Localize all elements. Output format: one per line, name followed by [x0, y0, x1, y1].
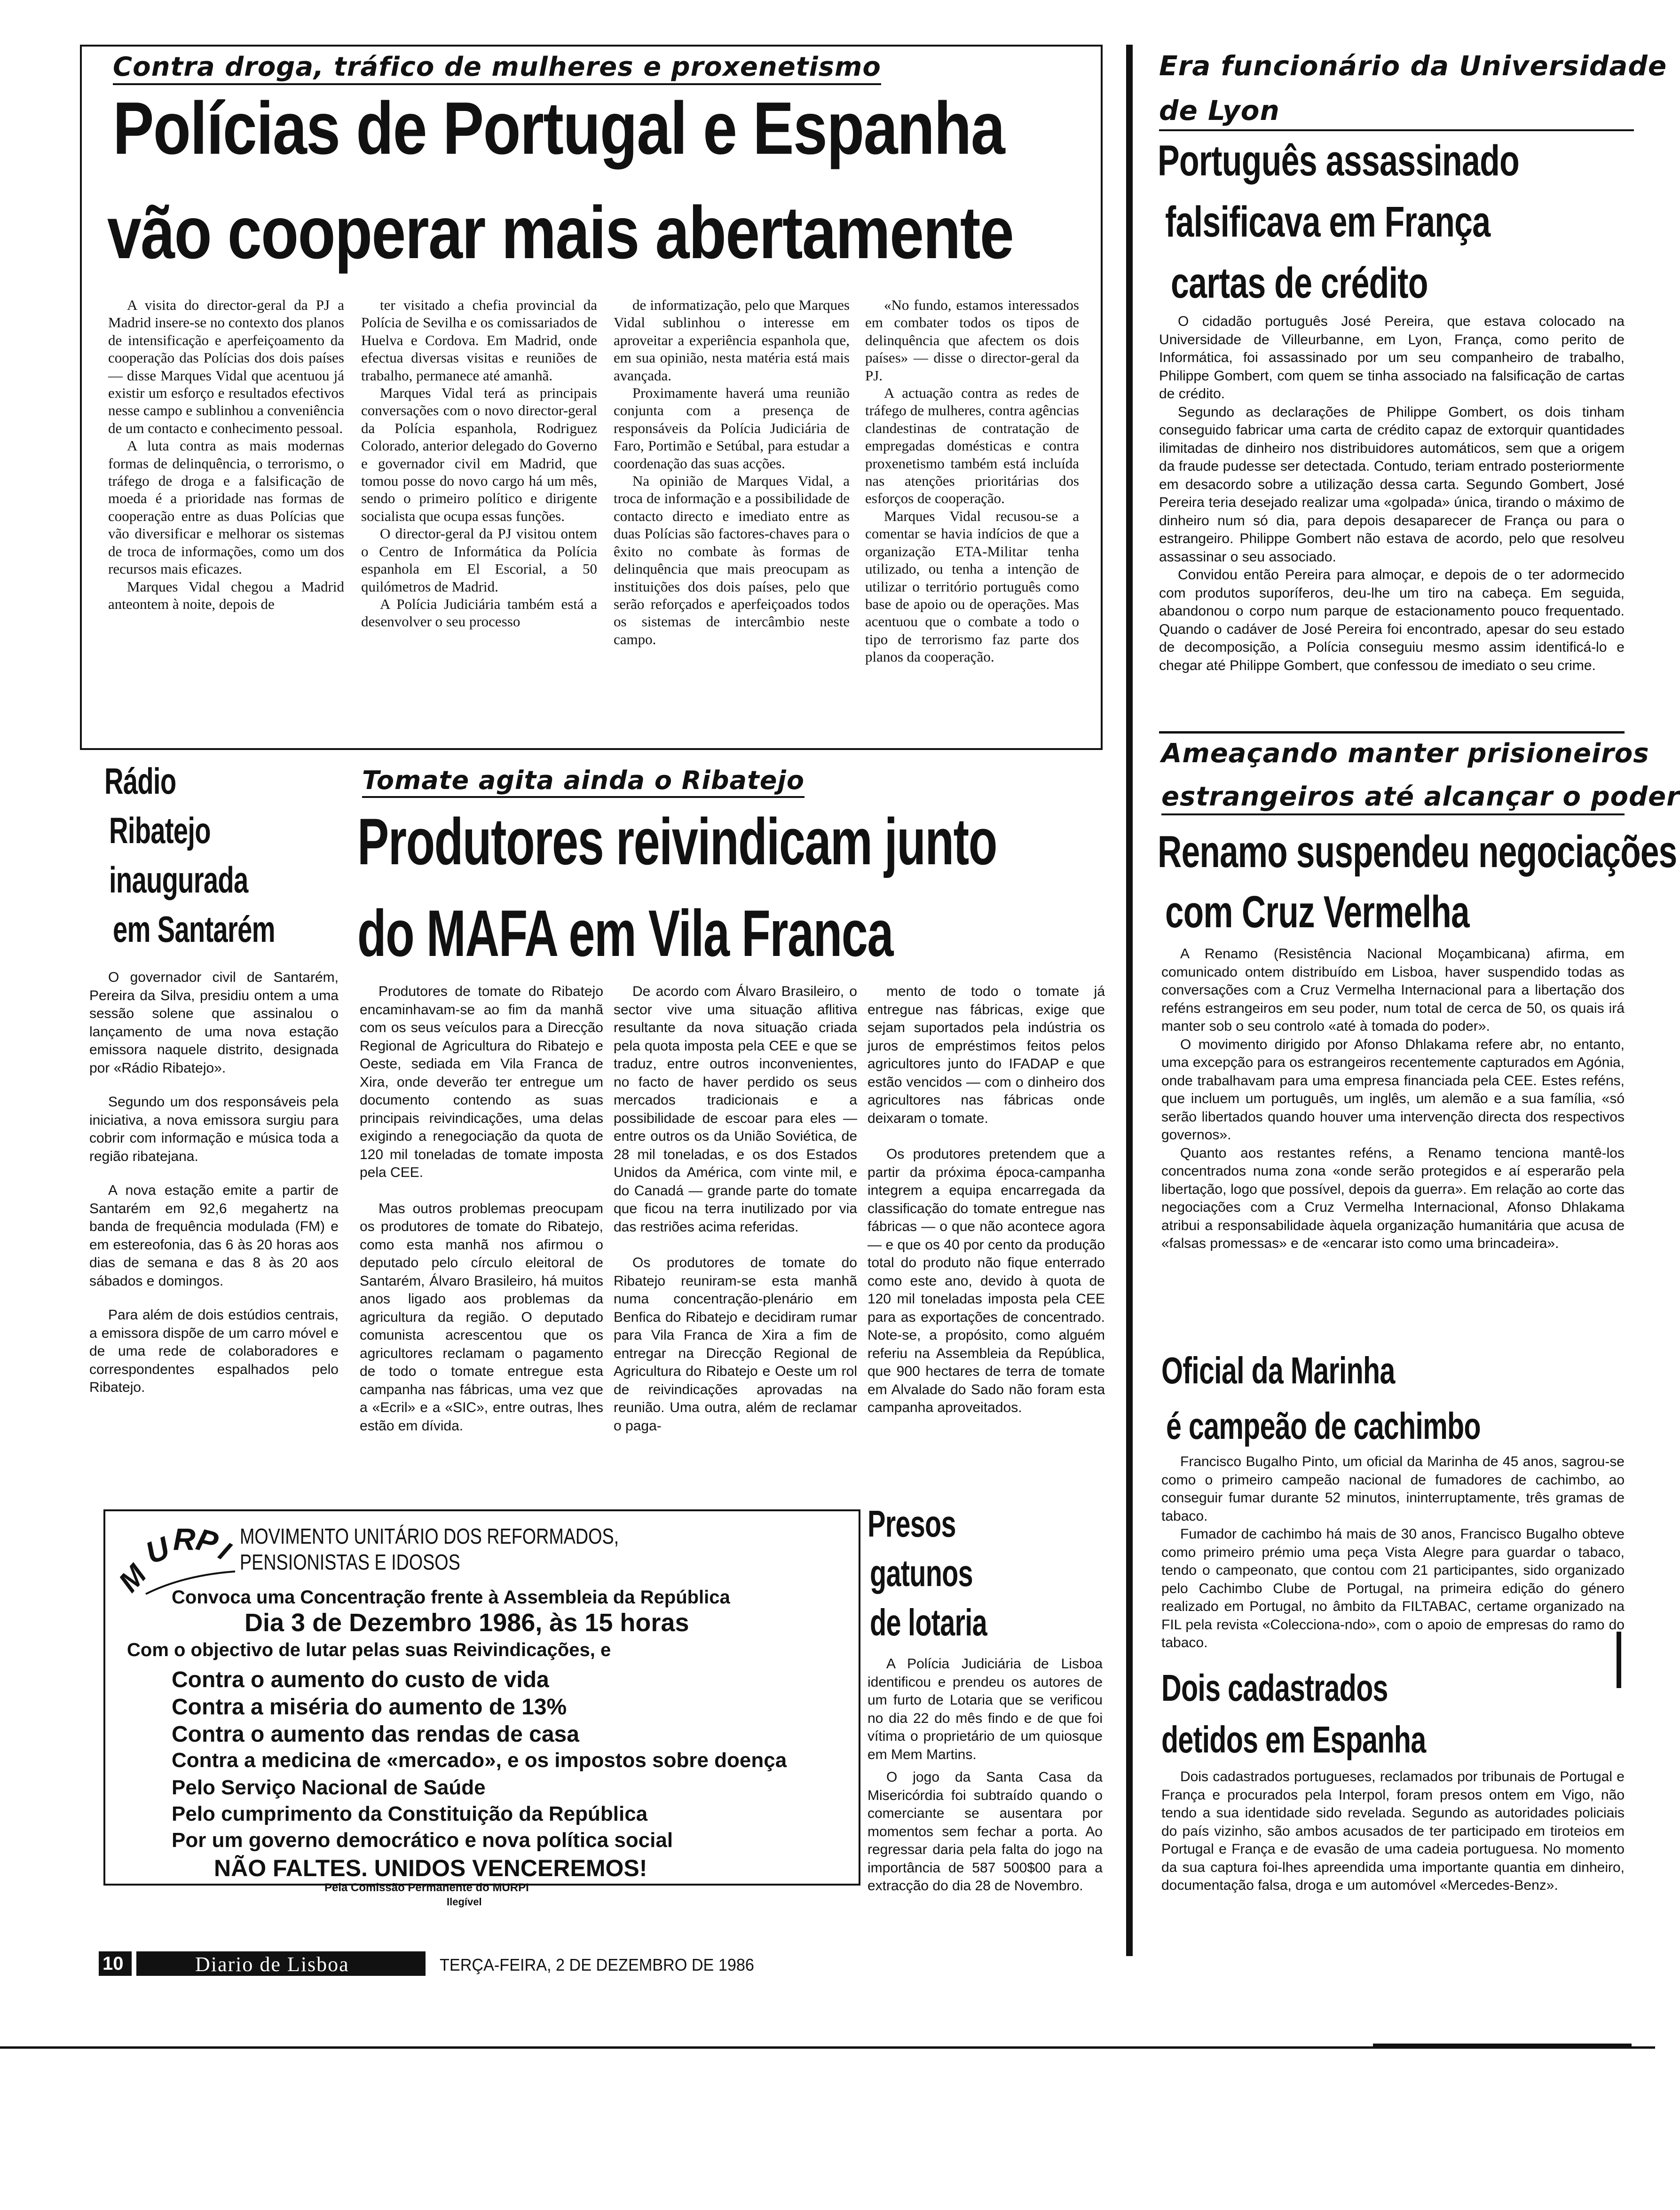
paragraph: Os produtores de tomate do Ribatejo reuniram-se esta manhã numa concentração-plenário em Benfica do Ribatejo e decidiram rumar para Vila Franca de Xira a fim de entregar na Direcção Regional de Agricultura do Ribatejo e Oeste um rol de reivindicações aprovadas na reunião. Uma outra, além de reclamar o paga-: [614, 1255, 857, 1434]
paragraph: Convidou então Pereira para almoçar, e depois de o ter adormecido com produtos suporíferos, deu-lhe um tiro na cabeça. Em seguida, abandonou o corpo num parque de estacionamento pouco frequentado. Quando o cadáver de José Pereira foi encontrado, apesar do seu estado de decomposição, a Polícia conseguiu mesmo assim identificá-lo e chegar até Philippe Gombert, que confessou de imediato o seu crime.: [1159, 567, 1625, 673]
paragraph: Produtores de tomate do Ribatejo encaminhavam-se ao fim da manhã com os seus veículos para a Direcção Regional de Agricultura do Ribatejo e Oeste, sediada em Vila Franca de Xira, onde deverão ter entregue um documento contendo as suas principais reivindicações, uma delas exigindo a renegociação da quota de 120 mil toneladas de tomate imposta pela CEE.: [360, 984, 603, 1180]
lead-kicker-text: Contra droga, tráfico de mulheres e proxenetismo: [113, 52, 881, 85]
svg-text:I: I: [213, 1536, 236, 1566]
paragraph: O movimento dirigido por Afonso Dhlakama refere abr, no entanto, uma excepção para os estrangeiros recentemente capturados em Agónia, onde trabalhavam para uma empresa financiada pela CEE. Estes reféns, que incluem um português, um inglês, um alemão e a sua família, «só serão libertados quando houver uma intervenção directa dos respectivos governos».: [1161, 1036, 1625, 1143]
renamo-headline-line-2: com Cruz Vermelha: [1165, 887, 1469, 937]
paragraph: Marques Vidal chegou a Madrid anteontem à noite, depois de: [108, 578, 344, 612]
paragraph: Fumador de cachimbo há mais de 30 anos, Francisco Bugalho obteve como primeiro prémio uma peça Vista Alegre para guardar o tabaco, tendo o campeonato, que contou com 21 participantes, sido organizado pelo Cachimbo Clube de Portugal, na primeira edição do género realizado em Portugal, no âmbito da FILTABAC, certame organizado na FIL pela revista «Colecciona-ndo», com o apoio de empresas do ramo do tabaco.: [1161, 1526, 1625, 1650]
paragraph: De acordo com Álvaro Brasileiro, o sector vive uma situação aflitiva resultante da nova situação criada pela quota imposta pela CEE e que se traduz, entre outros inconvenientes, no facto de haver perdido os seus mercados tradicionais e a possibilidade de escoar para eles — entre outros os da União Soviética, de 28 mil toneladas, e os dos Estados Unidos da América, com vinte mil, e do Canadá — grande parte do tomate que ficou na terra inutilizado por via das restriões acima referidas.: [614, 984, 857, 1235]
murpi-line-7: Contra a medicina de «mercado», e os impostos sobre doença: [172, 1749, 787, 1772]
paragraph: Para além de dois estúdios centrais, a emissora dispõe de um carro móvel e de uma rede de colaboradores e correspondentes espalhados pelo Ribatejo.: [89, 1307, 339, 1395]
paragraph: Na opinião de Marques Vidal, a troca de informação e a possibilidade de contacto directo e imediato entre as duas Polícias são factores-chaves para o êxito no combate às formas de delinquência que mais preocupam as instituições dos dois países, pelo que serão reforçados e aperfeiçoados todos os sistemas de intercâmbio neste campo.: [614, 473, 850, 647]
cadastrados-headline-line-2: detidos em Espanha: [1161, 1719, 1426, 1760]
tomate-column-3: [868, 983, 1105, 1417]
renamo-kicker-line-2: [1161, 781, 1680, 815]
renamo-kicker-line-1: Ameaçando manter prisioneiros: [1161, 738, 1649, 769]
lyon-headline-line-3: cartas de crédito: [1171, 259, 1428, 307]
paragraph: Segundo as declarações de Philippe Gombert, os dois tinham conseguido fabricar uma carta de crédito capaz de extorquir quantidades ilimitadas de dinheiro nos distribuidores automáticos, sem que a origem da fraude pudesse ser detectada. Contudo, teriam entrado posteriormente em desacordo sobre a utilização dessa carta. Segundo Gombert, José Pereira teria desejado realizar uma «golpada» única, tirando o máximo de dinheiro num só dia, para depois desaparecer de França ou para o estrangeiro. Philippe Gombert não estava de acordo, pelo que resolveu assassinar o seu associado.: [1159, 404, 1625, 565]
paragraph: A visita do director-geral da PJ a Madrid insere-se no contexto dos planos de intensificação e aperfeiçoamento da cooperação das Polícias dos dois países — disse Marques Vidal que acentuou já existir um esforço e resultados efectivos nesse campo e sublinhou a conveniência de um contacto e conhecimento pessoal.: [108, 297, 344, 436]
paragraph: Proximamente haverá uma reunião conjunta com a presença de responsáveis da Polícia Judiciária de Faro, Portimão e Setúbal, para estudar a coordenação das suas acções.: [614, 385, 850, 472]
lyon-kicker-line-1: Era funcionário da Universidade: [1159, 50, 1667, 82]
tomate-kicker: [362, 764, 805, 797]
footer-masthead: Diario de Lisboa: [195, 1953, 349, 1976]
footer-page-number-box: [99, 1951, 132, 1976]
paragraph: A Polícia Judiciária de Lisboa identificou e prendeu os autores de um furto de Lotaria que se verificou no dia 22 do mês findo e de que foi vítima o proprietário de um quiosque em Mem Martins.: [868, 1656, 1103, 1762]
lead-column-1: [108, 296, 344, 613]
murpi-line-3: Com o objectivo de lutar pelas suas Reivindicações, e: [127, 1640, 611, 1660]
radio-headline-line-2: Ribatejo: [109, 810, 211, 851]
lyon-kicker-line-2: [1159, 92, 1634, 131]
paragraph: A luta contra as mais modernas formas de delinquência, o terrorismo, o tráfego de droga e a falsificação de moeda é a prioridade nas formas de cooperação entre as duas Polícias que vão diversificar e melhorar os sistemas de troca de informações, como um dos recursos mais eficazes.: [108, 437, 344, 577]
marinha-headline-line-2: é campeão de cachimbo: [1166, 1405, 1481, 1447]
murpi-line-6: Contra o aumento das rendas de casa: [172, 1722, 579, 1747]
murpi-line-10: Por um governo democrático e nova política social: [172, 1829, 673, 1852]
lead-headline-line-2: vão cooperar mais abertamente: [107, 191, 1014, 274]
tomate-headline-line-2: do MAFA em Vila Franca: [357, 896, 893, 970]
murpi-line-13: Ilegível: [447, 1896, 482, 1908]
paragraph: Dois cadastrados portugueses, reclamados por tribunais de Portugal e França e procurados pela Interpol, foram presos ontem em Vigo, não tendo a sua identidade sido revelada. Segundo as autoridades policiais do país vizinho, são ambos acusados de ter participado em tiroteios em Portugal e França e de evasão de uma cadeia portuguesa. No momento da sua captura foi-lhes apreendida uma importante quantia em dinheiro, documentação falsa, droga e um automóvel «Mercedes-Benz».: [1161, 1769, 1625, 1893]
renamo-headline-line-1: Renamo suspendeu negociações: [1158, 827, 1677, 877]
lyon-kicker-line-2-text: de Lyon: [1159, 95, 1280, 126]
lyon-body: [1159, 313, 1625, 675]
paragraph: A actuação contra as redes de tráfego de mulheres, contra agências clandestinas de contratação de empregadas domésticas e contra proxenetismo também está incluída nas atenções prioritárias dos esforços de cooperação.: [865, 385, 1079, 507]
tomate-headline-line-1: Produtores reivindicam junto: [357, 805, 997, 878]
paragraph: A Renamo (Resistência Nacional Moçambicana) afirma, em comunicado ontem distribuído em Lisboa, haver suspendido todas as conversações com a Cruz Vermelha Internacional para a libertação dos reféns estrangeiros em seu poder, num total de cerca de 50, os quais irá manter sob o seu controlo «até à tomada do poder».: [1161, 946, 1625, 1034]
footer-page-number: 10: [103, 1953, 124, 1974]
cadastrados-body: [1161, 1768, 1625, 1895]
renamo-body: [1161, 945, 1625, 1253]
paragraph: O cidadão português José Pereira, que estava colocado na Universidade de Villeurbanne, em Lyon, França, como perito de Informática, foi assassinado por um seu companheiro de trabalho, Philippe Gombert, com quem se tinha associado na falsificação de cartas de crédito.: [1159, 314, 1625, 402]
murpi-line-1: Convoca uma Concentração frente à Assembleia da República: [172, 1587, 730, 1608]
murpi-org-line-1: MOVIMENTO UNITÁRIO DOS REFORMADOS,: [240, 1524, 619, 1548]
svg-text:M: M: [112, 1558, 153, 1599]
lead-column-4: [865, 296, 1079, 666]
paragraph: Marques Vidal terá as principais conversações com o novo director-geral da Polícia espanhola, Rodriguez Colorado, anterior delegado do Governo e governador civil em Madrid, que tomou posse do novo cargo há um mês, sendo o primeiro político e dirigente socialista que ocupa essas funções.: [361, 385, 597, 524]
paragraph: O governador civil de Santarém, Pereira da Silva, presidiu ontem a uma sessão solene que assinalou o lançamento de uma nova estação emissora naquele distrito, designada por «Rádio Ribatejo».: [89, 970, 339, 1076]
paragraph: A nova estação emite a partir de Santarém em 92,6 megahertz na banda de frequência modulada (FM) e em estereofonia, das 6 às 20 horas aos dias de semana e das 8 às 20 aos sábados e domingos.: [89, 1183, 339, 1289]
renamo-top-rule: [1159, 731, 1625, 734]
radio-headline-line-4: em Santarém: [113, 908, 275, 950]
paragraph: O director-geral da PJ visitou ontem o Centro de Informática da Polícia espanhola em El Escorial, a 50 quilómetros de Madrid.: [361, 525, 597, 595]
lyon-headline-line-2: falsificava em França: [1165, 198, 1491, 246]
paragraph: Mas outros problemas preocupam os produtores de tomate do Ribatejo, como esta manhã nos afirmou o deputado pelo círculo eleitoral de Santarém, Álvaro Brasileiro, há muitos anos ligado aos problemas da agricultura da região. O deputado comunista acrescentou que os agricultores reclamam o pagamento de todo o tomate entregue esta campanha nas fábricas, uma vez que a «Ecril» e a «SIC», entre outras, lhes estão em dívida.: [360, 1200, 603, 1434]
murpi-line-5: Contra a miséria do aumento de 13%: [172, 1695, 567, 1720]
tomate-column-2: [614, 983, 857, 1435]
lead-column-2: [361, 296, 597, 631]
lead-kicker: [113, 51, 881, 84]
murpi-line-4: Contra o aumento do custo de vida: [172, 1667, 549, 1692]
lotaria-body: [868, 1655, 1103, 1895]
paragraph: Marques Vidal recusou-se a comentar se havia indícios de que a organização ETA-Militar tenha utilizado, ou tenha a intenção de utilizar o território português como base de apoio ou de operações. Mas acentuou que o combate a todo o tipo de terrorismo faz parte dos planos da cooperação.: [865, 507, 1079, 665]
lead-column-3: [614, 296, 850, 648]
radio-headline-line-1: Rádio: [104, 760, 176, 802]
murpi-line-8: Pelo Serviço Nacional de Saúde: [172, 1776, 486, 1799]
svg-text:P: P: [193, 1521, 222, 1561]
murpi-line-9: Pelo cumprimento da Constituição da República: [172, 1802, 648, 1825]
tomate-kicker-text: Tomate agita ainda o Ribatejo: [362, 766, 805, 798]
murpi-line-11: NÃO FALTES. UNIDOS VENCEREMOS!: [214, 1855, 647, 1881]
paragraph: Segundo um dos responsáveis pela iniciativa, a nova emissora surgiu para cobrir com informação e música toda a região ribatejana.: [89, 1094, 339, 1164]
lead-headline-line-1: Polícias de Portugal e Espanha: [113, 87, 1005, 170]
lotaria-headline-line-3: de lotaria: [870, 1602, 987, 1643]
paragraph: «No fundo, estamos interessados em combater todos os tipos de delinquência que afectem os dois países» — disse o director-geral da PJ.: [865, 297, 1079, 384]
radio-headline-line-3: inaugurada: [109, 859, 248, 900]
paragraph: O jogo da Santa Casa da Misericórdia foi subtraído quando o comerciante se ausentara por momentos sem fechar a porta. Ao regressar daria pela falta do jogo na importância de 587 500$00 para a extracção do dia 28 de Novembro.: [868, 1769, 1103, 1894]
svg-text:U: U: [141, 1530, 174, 1571]
lotaria-headline-line-2: gatunos: [870, 1552, 973, 1594]
cadastrados-headline-line-1: Dois cadastrados: [1161, 1667, 1388, 1709]
svg-text:R: R: [173, 1522, 196, 1556]
right-column-rule: [1126, 45, 1133, 1956]
murpi-line-12: Pela Comissão Permanente do MURPI: [324, 1881, 529, 1894]
paragraph: de informatização, pelo que Marques Vidal sublinhou o interesse em aproveitar a experiência espanhola que, em sua opinião, nesta matéria está mais avançada.: [614, 297, 850, 384]
lotaria-headline-line-1: Presos: [868, 1503, 956, 1545]
renamo-kicker-line-2-text: estrangeiros até alcançar o poder: [1161, 781, 1680, 812]
lyon-headline-line-1: Português assassinado: [1158, 137, 1519, 185]
paragraph: Francisco Bugalho Pinto, um oficial da Marinha de 45 anos, sagrou-se como o primeiro campeão nacional de fumadores de cachimbo, ao conseguir fumar durante 52 minutos, ininterruptamente, três gramas de tabaco.: [1161, 1454, 1625, 1524]
radio-body: [89, 969, 339, 1397]
marinha-headline-line-1: Oficial da Marinha: [1161, 1350, 1395, 1391]
footer-masthead-box: [136, 1951, 426, 1976]
scan-edge-line-dark: [1373, 2044, 1632, 2048]
paragraph: Os produtores pretendem que a partir da próxima época-campanha integrem a equipa encarregada da classificação do tomate entregue nas fábricas — o que não acontece agora — e que os 40 por cento da produção total do produto não fique enterrado como este ano, devido à quota de 120 mil toneladas imposta pela CEE para as exportações de concentrado. Note-se, a propósito, como alguém referiu na Assembleia da República, que 900 hectares de terra de tomate em Alvalade do Sado não foram esta campanha aproveitados.: [868, 1146, 1105, 1415]
tomate-column-1: [360, 983, 603, 1435]
footer-date: TERÇA-FEIRA, 2 DE DEZEMBRO DE 1986: [440, 1955, 754, 1974]
paragraph: A Polícia Judiciária também está a desenvolver o seu processo: [361, 595, 597, 630]
paragraph: ter visitado a chefia provincial da Polícia de Sevilha e os comissariados de Huelva e Cordova. Em Madrid, onde efectua diversas visitas e reuniões de trabalho, permanece até amanhã.: [361, 297, 597, 384]
murpi-org-line-2: PENSIONISTAS E IDOSOS: [240, 1550, 460, 1574]
murpi-line-2: Dia 3 de Dezembro 1986, às 15 horas: [245, 1609, 689, 1637]
paragraph: mento de todo o tomate já entregue nas fábricas, exige que sejam suportados pela indústria os juros de empréstimos feitos pelos agricultores junto do IFADAP e que estão vencidos — com o dinheiro dos agricultores nas fábricas onde deixaram o tomate.: [868, 984, 1105, 1126]
paragraph: Quanto aos restantes reféns, a Renamo tenciona mantê-los concentrados numa zona «onde serão protegidos e aí esperarão pela libertação, logo que possível, depois da guerra». Em relação ao corte das negociações com a Cruz Vermelha Internacional, Afonso Dhlakama atribui a responsabilidade àquela organização humanitária que acusa de «falsas promessas» e de «encarar isto como uma brincadeira».: [1161, 1145, 1625, 1251]
marinha-body: [1161, 1453, 1625, 1652]
